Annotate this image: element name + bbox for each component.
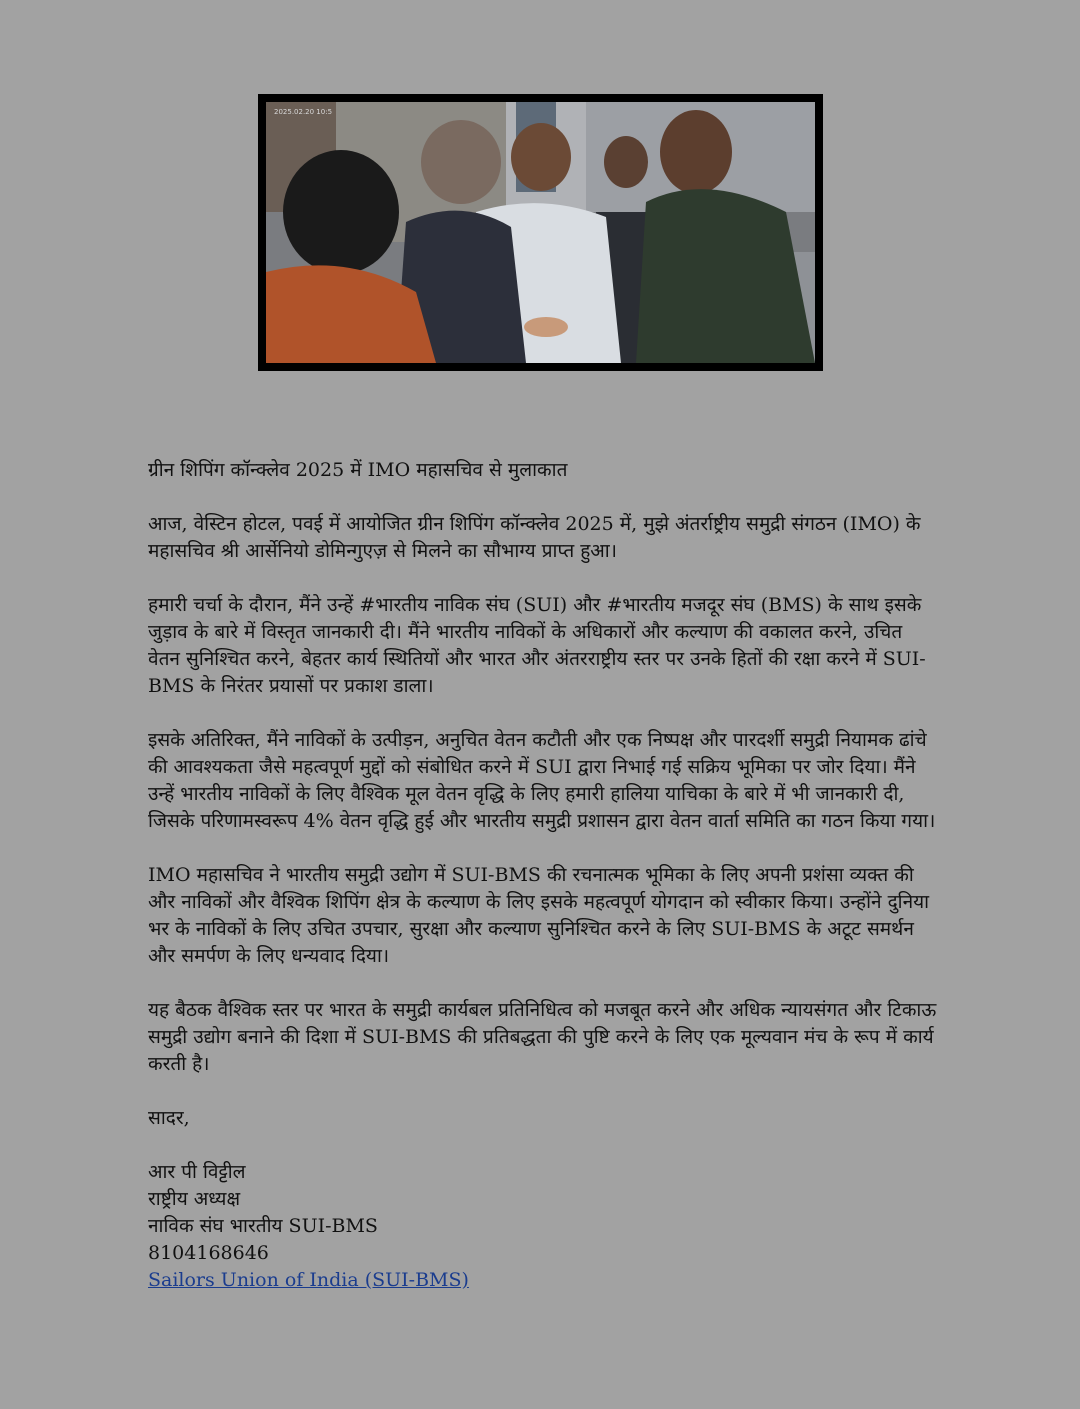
signer-phone: 8104168646: [148, 1242, 269, 1264]
event-photo: [258, 94, 823, 371]
paragraph-5: यह बैठक वैश्विक स्तर पर भारत के समुद्री कार्यबल प्रतिनिधित्व को मजबूत करने और अधिक न्यायसंगत और टिकाऊ समुद्री उद्योग बनाने की दिशा में SUI-BMS की प्रतिबद्धता की पुष्टि करने के लिए एक मूल्यवान मंच के रूप में कार्य करती है।: [148, 999, 937, 1075]
signer-designation: राष्ट्रीय अध्यक्ष: [148, 1188, 241, 1210]
photo-timestamp: 2025.02.20 10:5: [274, 108, 333, 116]
paragraph-3: इसके अतिरिक्त, मैंने नाविकों के उत्पीड़न, अनुचित वेतन कटौती और एक निष्पक्ष और पारदर्शी समुद्री नियामक ढांचे की आवश्यकता जैसे महत्वपूर्ण मुद्दों को संबोधित करने में SUI द्वारा निभाई गई सक्रिय भूमिका पर जोर दिया। मैंने उन्हें भारतीय नाविकों के लिए वैश्विक मूल वेतन वृद्धि के लिए हमारी हालिया याचिका के बारे में भी जानकारी दी, जिसके परिणामस्वरूप 4% वेतन वृद्धि हुई और भारतीय समुद्री प्रशासन द्वारा वेतन वार्ता समिति का गठन किया गया।: [148, 729, 936, 832]
paragraph-2: हमारी चर्चा के दौरान, मैंने उन्हें #भारतीय नाविक संघ (SUI) और #भारतीय मजदूर संघ (BMS) के साथ इसके जुड़ाव के बारे में विस्तृत जानकारी दी। मैंने भारतीय नाविकों के अधिकारों और कल्याण की वकालत करने, उचित वेतन सुनिश्चित करने, बेहतर कार्य स्थितियों और भारत और अंतरराष्ट्रीय स्तर पर उनके हितों की रक्षा करने में SUI-BMS के निरंतर प्रयासों पर प्रकाश डाला।: [148, 594, 926, 697]
signer-name: आर पी विट्टील: [148, 1161, 246, 1183]
closing: सादर,: [148, 1107, 190, 1129]
letter-body: [148, 457, 938, 1294]
photo-scene: [266, 102, 815, 363]
signer-organization: नाविक संघ भारतीय SUI-BMS: [148, 1215, 378, 1237]
letter-title: ग्रीन शिपिंग कॉन्क्लेव 2025 में IMO महासचिव से मुलाकात: [148, 459, 568, 481]
signature-block: [148, 1105, 938, 1294]
paragraph-1: आज, वेस्टिन होटल, पवई में आयोजित ग्रीन शिपिंग कॉन्क्लेव 2025 में, मुझे अंतर्राष्ट्रीय समुद्री संगठन (IMO) के महासचिव श्री आर्सेनियो डोमिन्गुएज़ से मिलने का सौभाग्य प्राप्त हुआ।: [148, 513, 921, 562]
paragraph-4: IMO महासचिव ने भारतीय समुद्री उद्योग में SUI-BMS की रचनात्मक भूमिका के लिए अपनी प्रशंसा व्यक्त की और नाविकों और वैश्विक शिपिंग क्षेत्र के कल्याण के लिए इसके महत्वपूर्ण योगदान को स्वीकार किया। उन्होंने दुनिया भर के नाविकों के लिए उचित उपचार, सुरक्षा और कल्याण सुनिश्चित करने के लिए SUI-BMS के अटूट समर्थन और समर्पण के लिए धन्यवाद दिया।: [148, 864, 930, 967]
organization-link[interactable]: Sailors Union of India (SUI-BMS): [148, 1269, 469, 1291]
